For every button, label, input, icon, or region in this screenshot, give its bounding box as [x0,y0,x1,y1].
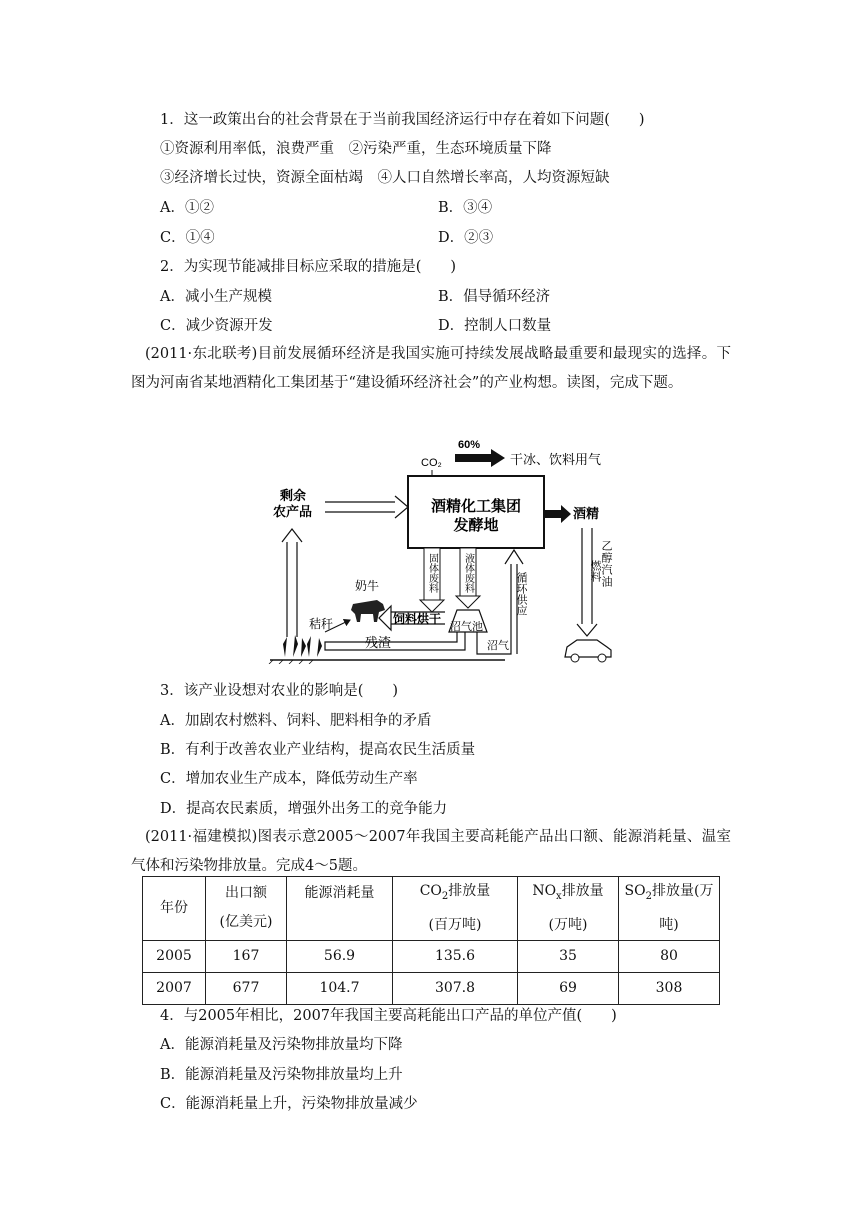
co2-arrow [455,449,505,467]
ethanol-1: 乙醇汽油 [600,540,612,588]
cell: 167 [206,940,287,972]
residue-label: 残渣 [365,635,392,650]
header-year: 年份 [143,877,206,941]
group-label-1: 酒精化工集团 [430,498,522,515]
passage-1 [131,340,731,398]
q3-option-b: B．有利于改善农业产业结构，提高农民生活质量 [160,742,476,758]
liquid-waste-label: 液体废料 [462,553,474,593]
car-icon [565,640,611,662]
q1-option-c: C．①④ [160,230,215,246]
q2-option-a: A．减小生产规模 [160,289,272,305]
table-row [143,940,720,972]
cell: 104.7 [287,972,393,1004]
cell: 677 [206,972,287,1004]
recycle-label: 循环供应 [515,572,527,616]
alcohol-arrow [544,505,571,523]
emissions-table [142,876,720,1005]
q1-choices-line1: ①资源利用率低，浪费严重 ②污染严重，生态环境质量下降 [160,141,552,157]
q1-option-d: D．②③ [438,230,494,246]
biogas-label: 沼气 [487,640,509,652]
q4-option-c: C．能源消耗量上升，污染物排放量减少 [160,1096,418,1112]
passage-2-text: (2011·福建模拟)图表示意2005～2007年我国主要高耗能产品出口额、能源消耗量、温室气体和污染物排放量。完成4～5题。 [131,829,731,874]
q2-stem: 2．为实现节能减排目标应采取的措施是( ) [160,259,457,275]
biogas-pool-label: 沼气池 [450,621,483,633]
q1-option-b: B．③④ [438,200,493,216]
cell: 69 [518,972,619,1004]
cow-label: 奶牛 [355,579,380,593]
q3-option-a: A．加剧农村燃料、饲料、肥料相争的矛盾 [160,713,432,729]
header-so2: $SO_2$排放量(万 吨) [619,877,720,941]
header-co2: $CO_2$排放量 (百万吨) [393,877,518,941]
table-row [143,972,720,1004]
surplus-label-2: 农产品 [273,504,313,519]
q4-option-b: B．能源消耗量及污染物排放量均上升 [160,1067,403,1083]
cell: 2005 [143,940,206,972]
percent-label: 60% [458,439,481,451]
q1-stem: 1．这一政策出台的社会背景在于当前我国经济运行中存在着如下问题( ) [160,112,645,128]
group-label-2: 发酵地 [453,517,499,534]
q2-option-c: C．减少资源开发 [160,318,273,334]
cell: 2007 [143,972,206,1004]
crops-icon [283,635,322,657]
cell: 308 [619,972,720,1004]
cell: 135.6 [393,940,518,972]
passage-1-text: (2011·东北联考)目前发展循环经济是我国实施可持续发展战略最重要和最现实的选择。下图为河南省某地酒精化工集团基于“建设循环经济社会”的产业构想。读图，完成下题。 [131,346,731,391]
q1-choices-line2: ③经济增长过快，资源全面枯竭 ④人口自然增长率高，人均资源短缺 [160,170,610,186]
fuel-label: 燃料 [589,560,601,582]
dry-ice-label: 干冰、饮料用气 [510,452,602,467]
table-header-row [143,877,720,941]
cell: 80 [619,940,720,972]
feed-label: 饲料烘干 [393,612,442,626]
q2-option-b: B．倡导循环经济 [438,289,551,305]
q3-stem: 3．该产业设想对农业的影响是( ) [160,683,399,699]
q4-option-a: A．能源消耗量及污染物排放量均下降 [160,1037,403,1053]
straw-label: 秸秆 [309,617,334,631]
cell: 56.9 [287,940,393,972]
header-nox: $NO_x$排放量 (万吨) [518,877,619,941]
q2-option-d: D．控制人口数量 [438,318,552,334]
cell: 307.8 [393,972,518,1004]
circular-economy-diagram [265,432,625,664]
q1-option-a: A．①② [160,200,214,216]
header-export: 出口额 (亿美元) [206,877,287,941]
passage-2 [131,823,731,881]
co2-label: CO₂ [421,457,442,469]
q3-option-d: D．提高农民素质，增强外出务工的竞争能力 [160,801,448,817]
q4-stem: 4．与2005年相比，2007年我国主要高耗能出口产品的单位产值( ) [160,1008,617,1024]
alcohol-label: 酒精 [573,506,600,521]
solid-waste-label: 固体废料 [426,553,438,593]
cell: 35 [518,940,619,972]
header-energy: 能源消耗量 [287,877,393,941]
q3-option-c: C．增加农业生产成本，降低劳动生产率 [160,771,418,787]
surplus-label-1: 剩余 [280,488,307,503]
